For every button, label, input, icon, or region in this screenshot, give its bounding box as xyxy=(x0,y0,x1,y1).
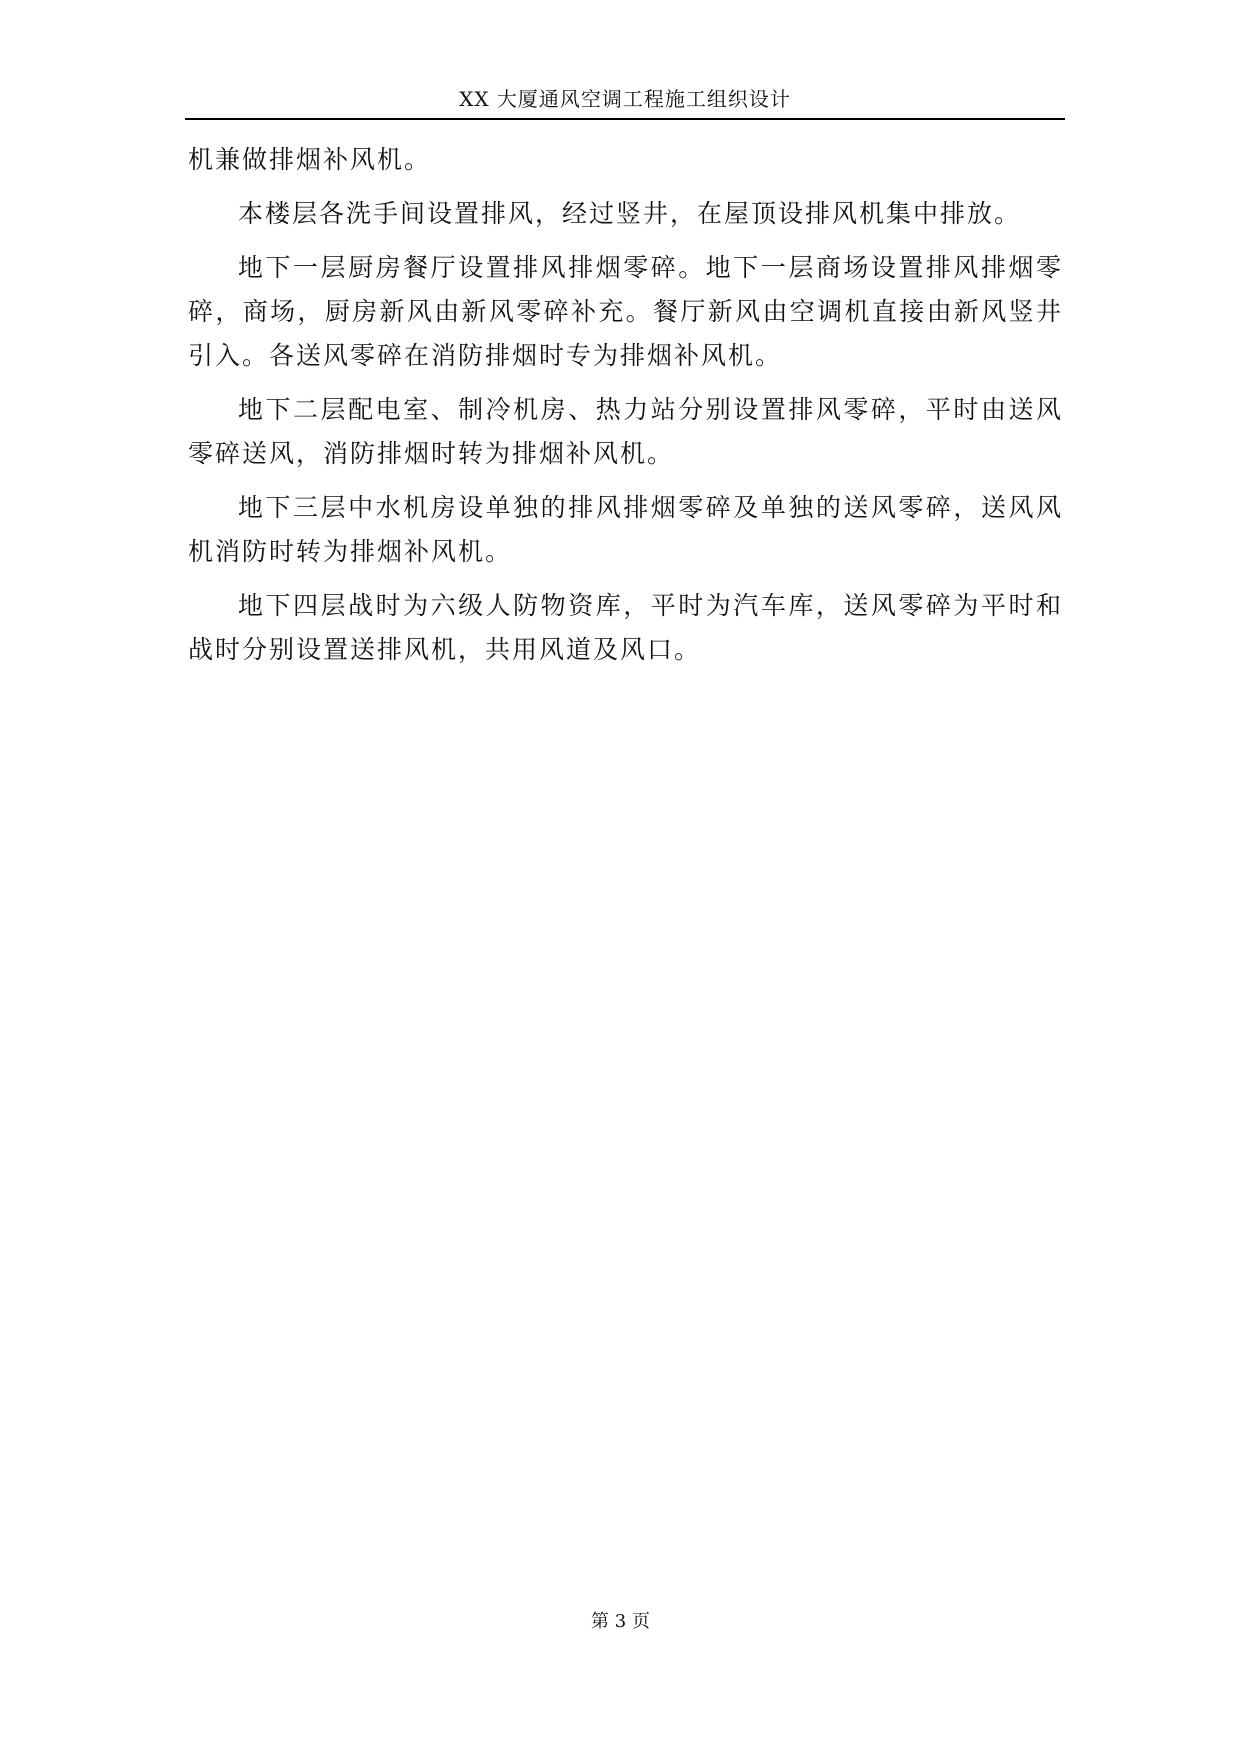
document-body xyxy=(188,138,1063,682)
paragraph-basement-1: 地下一层厨房餐厅设置排风排烟零碎。地下一层商场设置排风排烟零碎，商场，厨房新风由新风零碎补充。餐厅新风由空调机直接由新风竖井引入。各送风零碎在消防排烟时专为排烟补风机。 xyxy=(188,253,1063,370)
header-divider xyxy=(185,118,1065,120)
page-header-title: XX 大厦通风空调工程施工组织设计 xyxy=(459,87,791,111)
paragraph-basement-3: 地下三层中水机房设单独的排风排烟零碎及单独的送风零碎，送风风机消防时转为排烟补风机。 xyxy=(188,493,1063,566)
paragraph-washroom-exhaust: 本楼层各洗手间设置排风，经过竖井，在屋顶设排风机集中排放。 xyxy=(238,199,1022,228)
paragraph-basement-4: 地下四层战时为六级人防物资库，平时为汽车库，送风零碎为平时和战时分别设置送排风机，共用风道及风口。 xyxy=(188,591,1063,664)
page-number: 第 3 页 xyxy=(591,1611,650,1632)
paragraph-continuation: 机兼做排烟补风机。 xyxy=(188,145,432,174)
paragraph-basement-2: 地下二层配电室、制冷机房、热力站分别设置排风零碎，平时由送风零碎送风，消防排烟时转为排烟补风机。 xyxy=(188,395,1063,468)
